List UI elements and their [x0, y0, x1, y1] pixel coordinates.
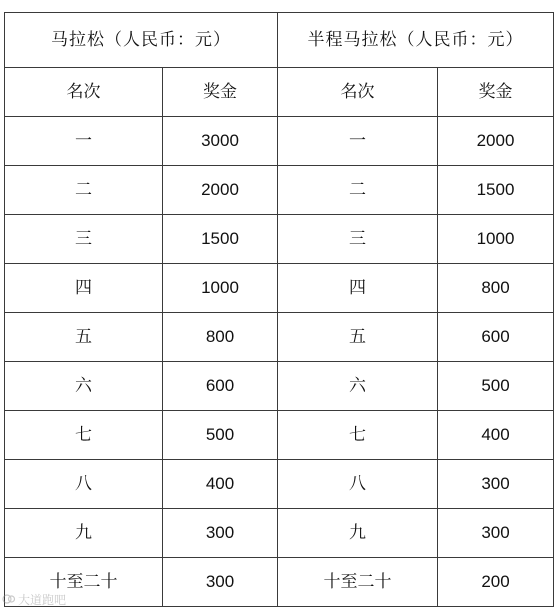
table-row: [5, 411, 554, 460]
half-prize-cell: 300: [438, 509, 554, 558]
half-rank-cell: 三: [278, 215, 438, 264]
section-header-row: [5, 13, 554, 68]
half-rank-cell: 八: [278, 460, 438, 509]
column-header-row: [5, 68, 554, 117]
marathon-rank-cell: 三: [5, 215, 163, 264]
marathon-rank-cell: 六: [5, 362, 163, 411]
half-rank-cell: 九: [278, 509, 438, 558]
table-row: [5, 509, 554, 558]
half-rank-cell: 二: [278, 166, 438, 215]
table-row: [5, 313, 554, 362]
marathon-prize-header: 奖金: [163, 68, 278, 117]
half-prize-cell: 600: [438, 313, 554, 362]
marathon-prize-cell: 1500: [163, 215, 278, 264]
half-prize-cell: 2000: [438, 117, 554, 166]
marathon-prize-cell: 3000: [163, 117, 278, 166]
table-row: [5, 264, 554, 313]
half-rank-cell: 十至二十: [278, 558, 438, 607]
half-prize-header: 奖金: [438, 68, 554, 117]
half-prize-cell: 1500: [438, 166, 554, 215]
marathon-prize-cell: 1000: [163, 264, 278, 313]
marathon-rank-header: 名次: [5, 68, 163, 117]
marathon-prize-cell: 400: [163, 460, 278, 509]
table-row: [5, 460, 554, 509]
marathon-rank-cell: 九: [5, 509, 163, 558]
half-rank-header: 名次: [278, 68, 438, 117]
half-rank-cell: 五: [278, 313, 438, 362]
table-row: [5, 166, 554, 215]
marathon-rank-cell: 二: [5, 166, 163, 215]
prize-table: [4, 12, 554, 607]
marathon-rank-cell: 七: [5, 411, 163, 460]
table-row: [5, 215, 554, 264]
marathon-prize-cell: 800: [163, 313, 278, 362]
table-row: [5, 558, 554, 607]
marathon-rank-cell: 八: [5, 460, 163, 509]
watermark: [2, 590, 66, 608]
half-prize-cell: 500: [438, 362, 554, 411]
marathon-rank-cell: 四: [5, 264, 163, 313]
marathon-prize-cell: 600: [163, 362, 278, 411]
half-prize-cell: 200: [438, 558, 554, 607]
marathon-prize-cell: 300: [163, 558, 278, 607]
watermark-text: 大道跑吧: [18, 592, 67, 607]
marathon-prize-cell: 300: [163, 509, 278, 558]
half-rank-cell: 七: [278, 411, 438, 460]
table-row: [5, 362, 554, 411]
marathon-section-title: 马拉松（人民币：元）: [5, 13, 278, 68]
marathon-prize-cell: 500: [163, 411, 278, 460]
marathon-prize-cell: 2000: [163, 166, 278, 215]
half-marathon-section-title: 半程马拉松（人民币：元）: [278, 13, 554, 68]
half-prize-cell: 300: [438, 460, 554, 509]
marathon-rank-cell: 一: [5, 117, 163, 166]
watermark-logo-icon: [2, 593, 16, 605]
half-rank-cell: 六: [278, 362, 438, 411]
half-rank-cell: 四: [278, 264, 438, 313]
half-prize-cell: 1000: [438, 215, 554, 264]
half-rank-cell: 一: [278, 117, 438, 166]
half-prize-cell: 400: [438, 411, 554, 460]
marathon-rank-cell: 十至二十: [5, 558, 163, 607]
table-row: [5, 117, 554, 166]
marathon-rank-cell: 五: [5, 313, 163, 362]
half-prize-cell: 800: [438, 264, 554, 313]
